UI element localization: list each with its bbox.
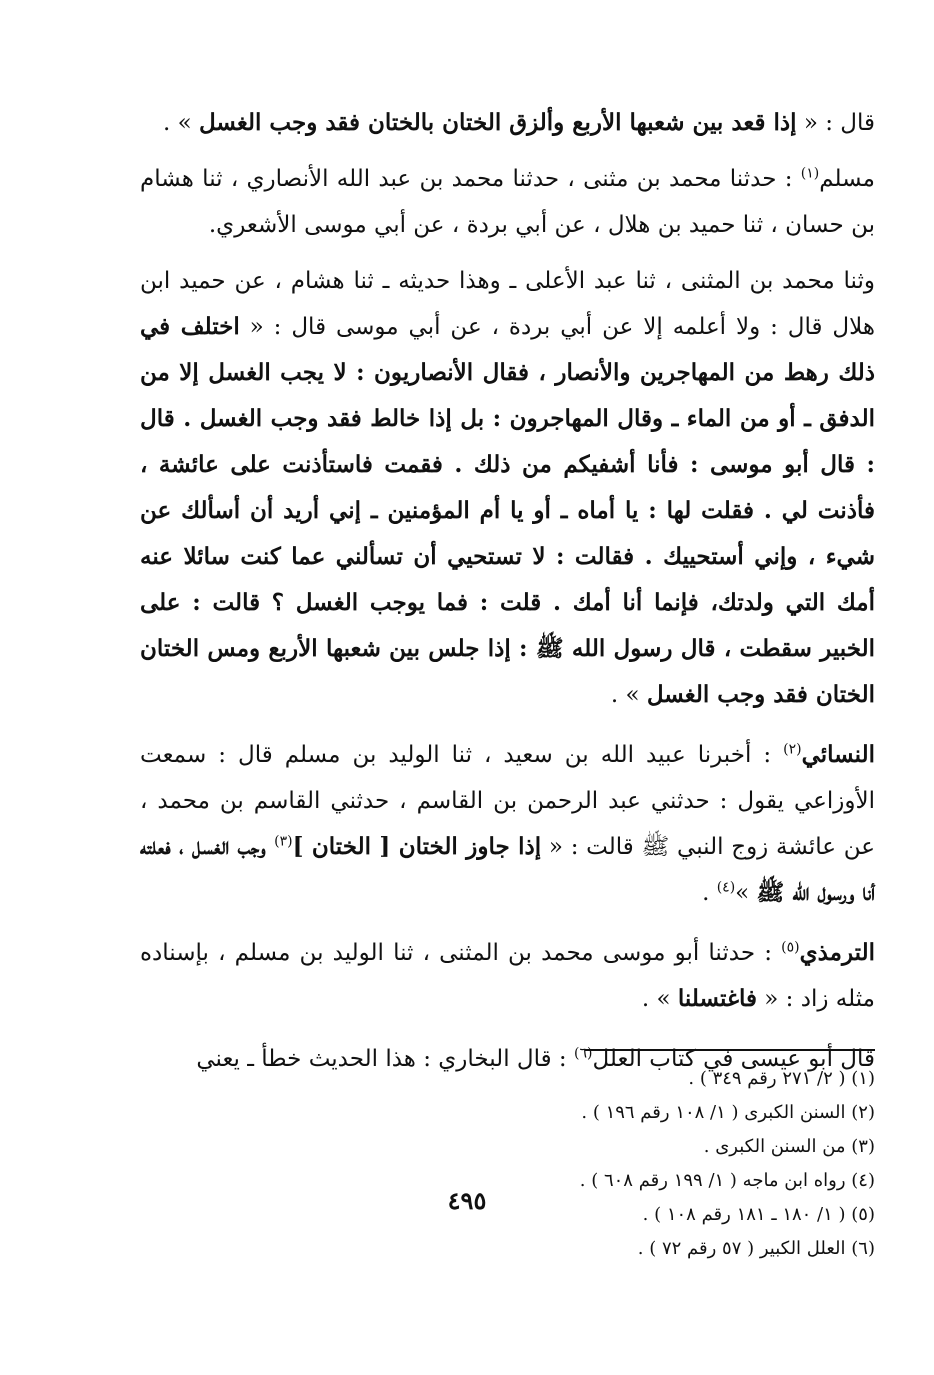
footnote-divider (585, 1049, 875, 1051)
footnote-ref: (٦) (573, 1045, 593, 1062)
hadith-text: اختلف في ذلك رهط من المهاجرين والأنصار ، فقال الأنصاريون : لا يجب الغسل إلا من الدفق ـ أو من الماء ـ وقال المهاجرون : بل إذا خالط فقد وجب الغسل . قال : قال أبو موسى : فأنا أشفيكم من ذلك . فقمت فاستأذنت على عائشة ، فأذنت لي . فقلت لها : يا أماه ـ أو يا أم المؤمنين ـ إني أريد أن أسألك عن شيء ، وإني أستحييك . فقالت : لا تستحيي أن تسألني عما كنت سائلا عنه أمك التي ولدتك، فإنما أنا أمك . قلت : فما يوجب الغسل ؟ قالت : على الخبير سقطت ، قال رسول الله ﷺ : إذا جلس بين شعبها الأربع ومس الختان الختان فقد وجب الغسل (140, 313, 875, 708)
paragraph-muslim-second-chain (140, 258, 875, 718)
hadith-text: فاغتسلنا (677, 985, 757, 1012)
text-run: قال أبو عيسى في كتاب العلل (592, 1046, 875, 1072)
footnote-1: (١) ( ٢/ ٢٧١ رقم ٣٤٩ ) . (688, 1068, 875, 1089)
paragraph-tirmidhi (140, 930, 875, 1022)
footnote-2: (٢) السنن الكبرى ( ١/ ١٠٨ رقم ١٩٦ ) . (581, 1102, 875, 1123)
footnote-ref: (٤) (716, 879, 736, 896)
text-run: . (702, 880, 717, 906)
text-run: : أخبرنا عبيد الله بن سعيد ، ثنا الوليد بن مسلم قال : سمعت الأوزاعي يقول : حدثني عبد الرحمن بن القاسم ، حدثني القاسم بن محمد ، عن عائشة زوج النبي ﷺ قالت : « (140, 742, 875, 860)
paragraph-nasai (140, 732, 875, 916)
paragraph-qala (140, 100, 875, 146)
text-run: مسلم (819, 166, 875, 192)
hadith-text: وجب الغسل ، فعلته أنا ورسول الله ﷺ (140, 833, 875, 906)
footnote-ref: (٣) (274, 833, 293, 850)
book-page (140, 100, 875, 1350)
text-run: » (735, 880, 757, 906)
footnote-6: (٦) العلل الكبير ( ٥٧ رقم ٧٢ ) . (637, 1238, 875, 1259)
text-run: » . (641, 986, 678, 1012)
text-run: : حدثنا أبو موسى محمد بن المثنى ، ثنا الوليد بن مسلم ، بإسناده مثله زاد : « (140, 940, 875, 1012)
text-run: » . (162, 110, 199, 136)
footnote-5: (٥) ( ١/ ١٨٠ ـ ١٨١ رقم ١٠٨ ) . (642, 1204, 875, 1225)
footnotes (140, 1062, 875, 1266)
footnote-3: (٣) من السنن الكبرى . (703, 1136, 875, 1157)
hadith-text: النسائي (801, 741, 875, 768)
hadith-text: إذا قعد بين شعبها الأربع وألزق الختان بالختان فقد وجب الغسل (198, 109, 797, 136)
paragraph-muslim (140, 156, 875, 248)
hadith-text: الترمذي (799, 939, 875, 966)
body-text (140, 100, 875, 1082)
hadith-text: إذا جاوز الختان [ الختان ] (292, 833, 542, 860)
footnote-ref: (٥) (781, 939, 800, 956)
page-number: ٤٩٥ (447, 1186, 487, 1215)
footnote-ref: (١) (800, 165, 820, 182)
footnote-4: (٤) رواه ابن ماجه ( ١/ ١٩٩ رقم ٦٠٨ ) . (579, 1170, 875, 1191)
text-run: قال : « (796, 110, 875, 136)
text-run: وثنا محمد بن المثنى ، ثنا عبد الأعلى ـ وهذا حديثه ـ ثنا هشام ، عن حميد ابن هلال قال : ولا أعلمه إلا عن أبي بردة ، عن أبي موسى قال : « (140, 268, 875, 340)
text-run: : حدثنا محمد بن مثنى ، حدثنا محمد بن عبد الله الأنصاري ، ثنا هشام بن حسان ، ثنا حميد بن هلال ، عن أبي بردة ، عن أبي موسى الأشعري. (140, 166, 875, 238)
text-run: » . (610, 682, 647, 708)
text-run: : قال البخاري : هذا الحديث خطأ ـ يعني (196, 1046, 574, 1072)
footnote-ref: (٢) (783, 741, 802, 758)
